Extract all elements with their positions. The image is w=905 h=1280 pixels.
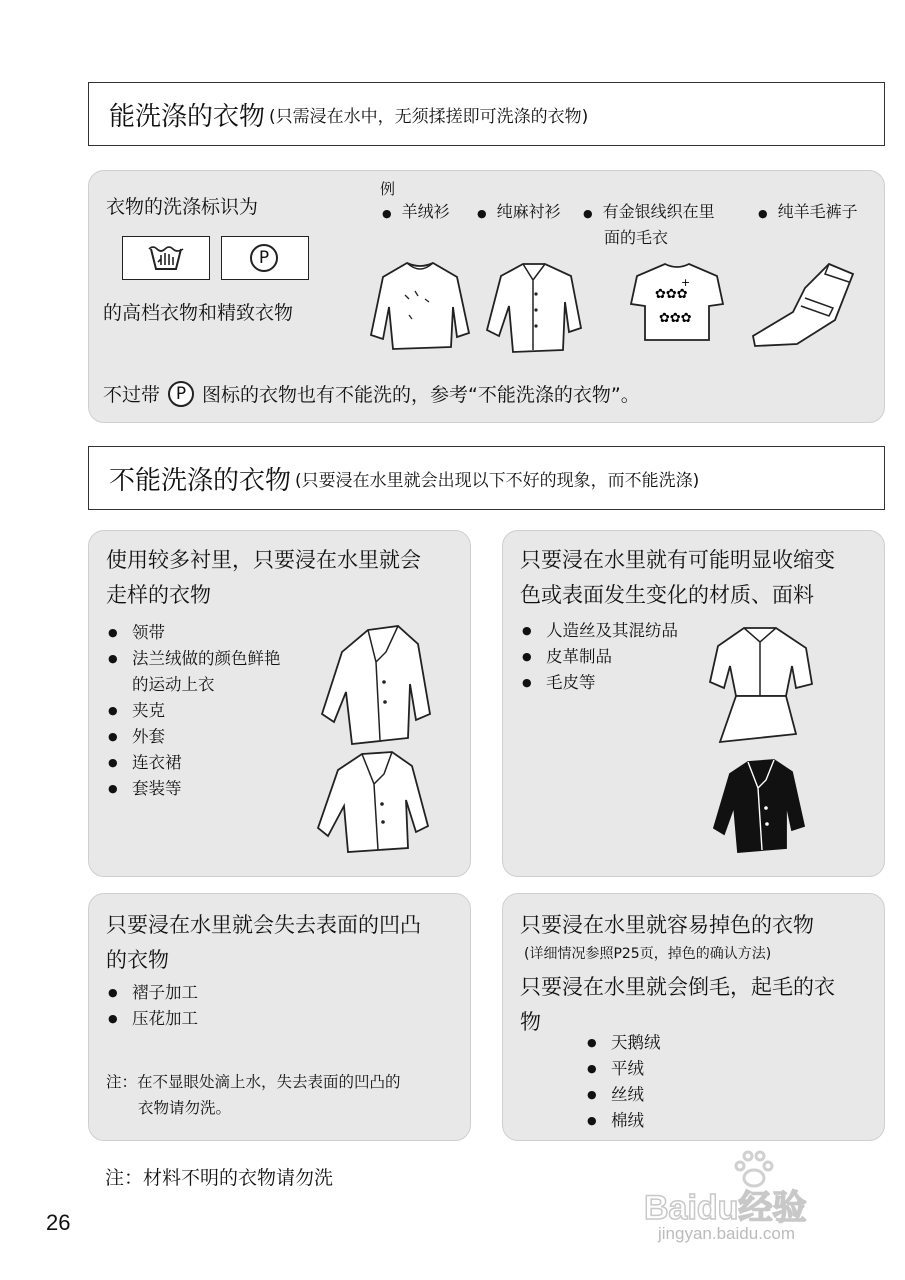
p-dryclean-icon: [250, 244, 278, 272]
washable-header: [88, 82, 885, 146]
box3-note-line1: 注：在不显眼处滴上水，失去表面的凹凸的: [106, 1073, 401, 1091]
example-item: ● 纯麻衬衫: [477, 202, 561, 221]
box3-note-line2: 衣物请勿洗。: [138, 1099, 232, 1117]
unwashable-subtitle: (只要浸在水里就会出现以下不好的现象，而不能洗涤): [295, 470, 700, 491]
unwashable-header: [88, 446, 885, 510]
note-suffix: 图标的衣物也有不能洗的，参考“不能洗涤的衣物”。: [202, 384, 640, 406]
list-item: ● 平绒: [585, 1056, 661, 1082]
jacket-icon: [314, 748, 439, 856]
example-item: ● 纯羊毛裤子: [758, 202, 858, 221]
label-line-2: 的高档衣物和精致衣物: [103, 302, 294, 324]
box3-title-line1: 只要浸在水里就会失去表面的凹凸: [106, 913, 421, 937]
example-label: 例: [380, 180, 396, 198]
list-item: ● 天鹅绒: [585, 1030, 661, 1056]
box3-list: [106, 980, 198, 1032]
example-item-continued: 面的毛衣: [604, 228, 669, 247]
hand-wash-icon: [123, 237, 209, 279]
watermark-url: jingyan.baidu.com: [658, 1224, 796, 1243]
washable-note: [103, 380, 640, 407]
box2-title-line1: 只要浸在水里就有可能明显收缩变: [520, 548, 835, 572]
box4-reference: (详细情况参照P25页，掉色的确认方法): [524, 946, 772, 962]
watermark-brand: Baidu经验: [644, 1189, 807, 1227]
list-item: ● 领带: [106, 620, 281, 646]
list-item: ● 毛皮等: [520, 670, 678, 696]
list-item: ● 外套: [106, 724, 281, 750]
black-jacket-icon: [712, 756, 812, 856]
box3-title-line2: 的衣物: [106, 948, 169, 972]
list-item: ● 人造丝及其混纺品: [520, 618, 678, 644]
footer-note: 注：材料不明的衣物请勿洗: [105, 1167, 334, 1189]
sweater-icon: [365, 255, 475, 355]
p-symbol-letter: P: [250, 244, 278, 272]
washable-subtitle: (只需浸在水中，无须揉搓即可洗涤的衣物): [269, 106, 589, 127]
label-line-1: 衣物的洗涤标识为: [106, 196, 259, 218]
box1-list: [106, 620, 281, 802]
box2-list: [520, 618, 678, 696]
list-item: ● 夹克: [106, 698, 281, 724]
svg-text:✿✿✿: ✿✿✿: [659, 311, 692, 326]
svg-text:✿✿✿: ✿✿✿: [655, 287, 688, 302]
p-dryclean-icon: P: [168, 381, 194, 407]
washable-title: 能洗涤的衣物: [109, 101, 266, 132]
box4-title: 只要浸在水里就容易掉色的衣物: [520, 913, 814, 937]
hand-wash-symbol-box: [122, 236, 210, 280]
note-prefix: 不过带: [103, 384, 161, 406]
list-item: 的运动上衣: [132, 675, 215, 694]
trousers-icon: [745, 258, 865, 353]
shirt-icon: [483, 258, 588, 358]
box4-title2-line1: 只要浸在水里就会倒毛，起毛的衣: [520, 975, 835, 999]
watermark: [640, 1150, 870, 1250]
list-item: ● 丝绒: [585, 1082, 661, 1108]
dress-icon: [700, 622, 820, 747]
list-item: ● 连衣裙: [106, 750, 281, 776]
example-item: ● 羊绒衫: [382, 202, 450, 221]
box1-title-line2: 走样的衣物: [106, 583, 211, 607]
box1-title-line1: 使用较多衬里，只要浸在水里就会: [106, 548, 421, 572]
list-item: ● 压花加工: [106, 1006, 198, 1032]
box2-title-line2: 色或表面发生变化的材质、面料: [520, 583, 814, 607]
list-item: ● 褶子加工: [106, 980, 198, 1006]
list-item: ● 套装等: [106, 776, 281, 802]
box4-title2-line2: 物: [520, 1010, 541, 1034]
list-item: ● 皮革制品: [520, 644, 678, 670]
list-item: ● 法兰绒做的颜色鲜艳: [106, 646, 281, 672]
page-number: 26: [46, 1210, 71, 1235]
svg-text:+: +: [681, 276, 691, 289]
example-item: ● 有金银线织在里: [583, 202, 715, 221]
list-item: ● 棉绒: [585, 1108, 661, 1134]
p-symbol-box: [221, 236, 309, 280]
patterned-sweater-icon: [625, 258, 730, 348]
unwashable-title: 不能洗涤的衣物: [109, 465, 292, 496]
box4-list: [585, 1030, 661, 1134]
jacket-icon: [318, 622, 436, 747]
